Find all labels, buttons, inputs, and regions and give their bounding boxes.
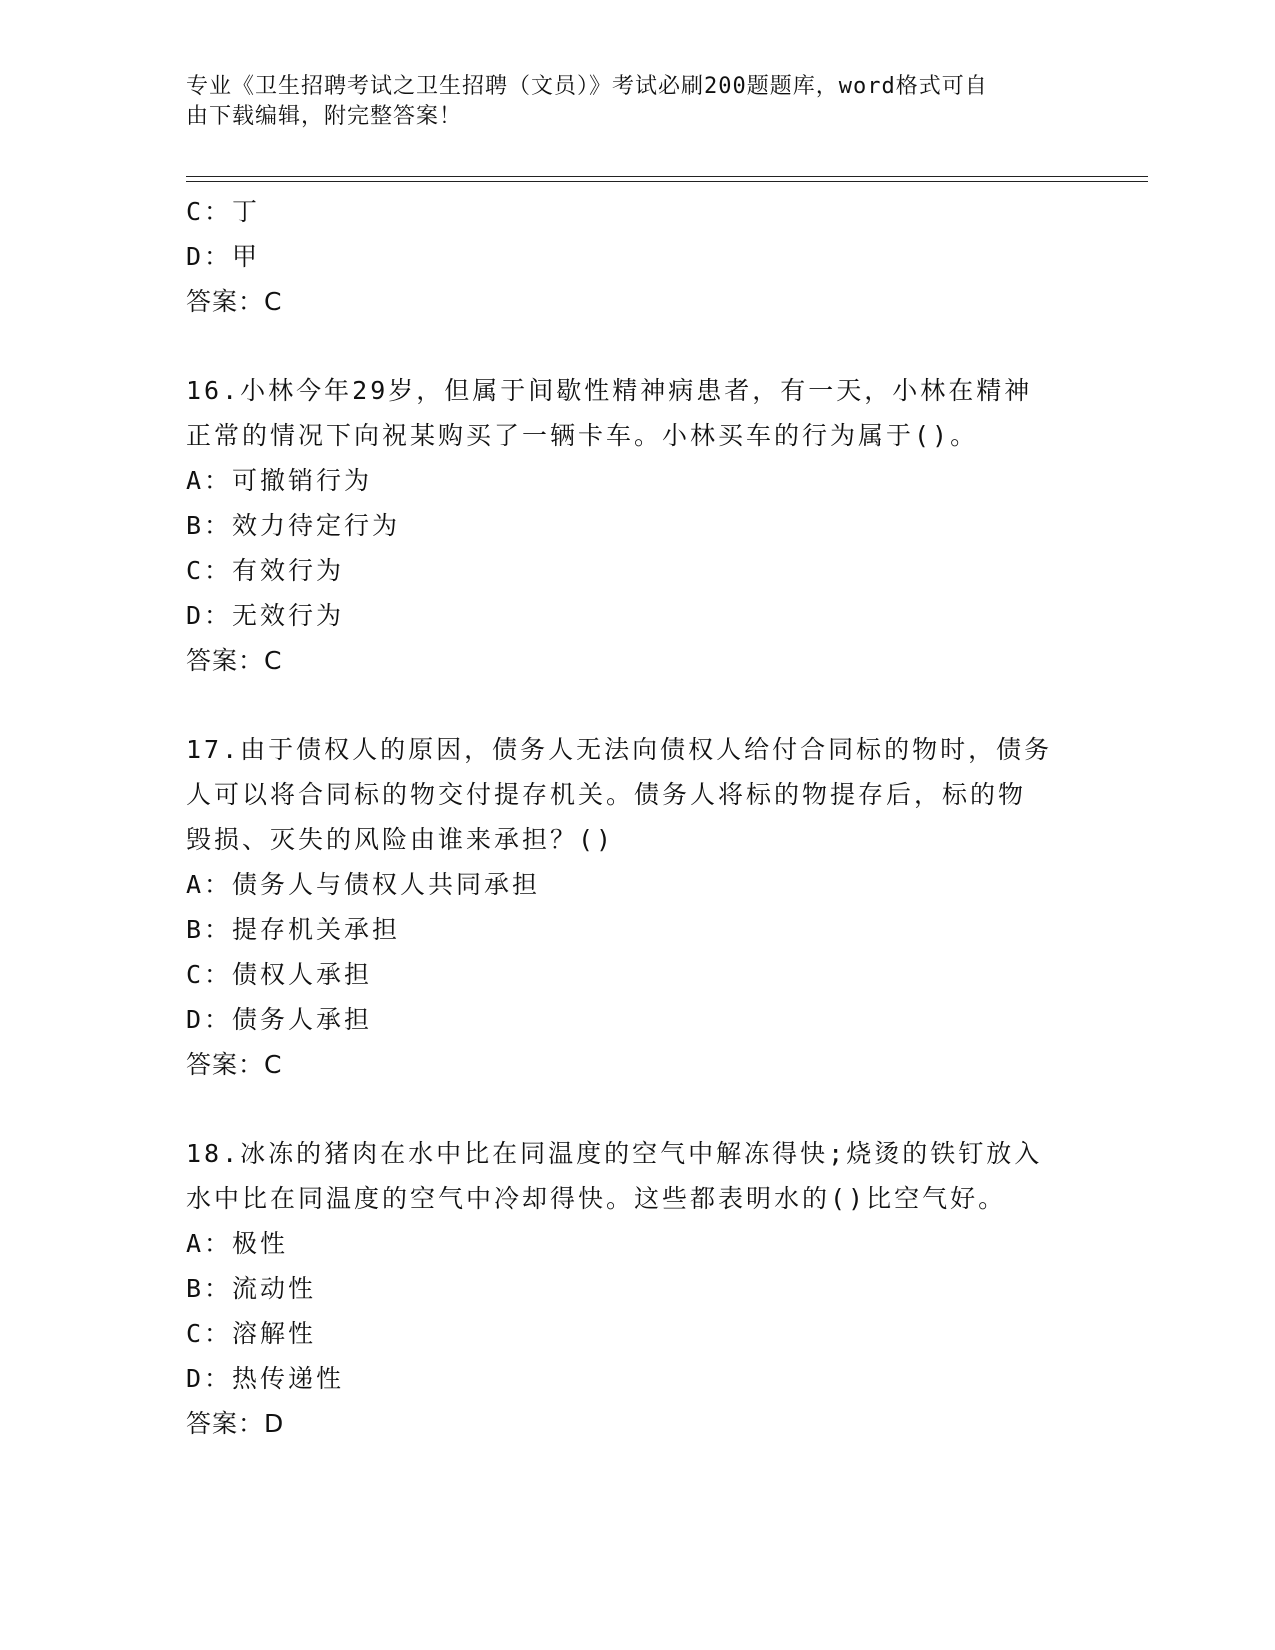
answer: 答案：C [186,1050,283,1079]
question-17 [186,727,1086,1087]
option-d: D：热传递性 [186,1364,345,1393]
prev-option-c: C：丁 [186,197,261,226]
option-c: C：债权人承担 [186,960,373,989]
question-text-line: 正常的情况下向祝某购买了一辆卡车。小林买车的行为属于()。 [186,421,979,450]
option-b: B：流动性 [186,1274,317,1303]
question-text-line: 毁损、灭失的风险由谁来承担？() [186,825,615,854]
prev-answer: 答案：C [186,287,283,316]
header-divider-top [186,176,1148,177]
document-body [186,189,1086,1446]
answer: 答案：C [186,646,283,675]
question-16 [186,368,1086,683]
question-text-line: 17.由于债权人的原因，债务人无法向债权人给付合同标的物时，债务 [186,735,1053,764]
question-text-line: 水中比在同温度的空气中冷却得快。这些都表明水的()比空气好。 [186,1184,1007,1213]
question-text-line: 18.冰冻的猪肉在水中比在同温度的空气中解冻得快;烧烫的铁钉放入 [186,1139,1043,1168]
document-header [186,72,1086,132]
header-line-1: 专业《卫生招聘考试之卫生招聘（文员）》考试必刷200题题库，word格式可自 [186,74,988,99]
question-18 [186,1131,1086,1446]
option-a: A：债务人与债权人共同承担 [186,870,541,899]
option-a: A：可撤销行为 [186,466,373,495]
option-c: C：有效行为 [186,556,345,585]
prev-option-d: D：甲 [186,242,261,271]
header-line-2: 由下载编辑，附完整答案！ [186,104,463,129]
option-b: B：提存机关承担 [186,915,401,944]
option-a: A：极性 [186,1229,289,1258]
header-divider-bottom [186,181,1148,182]
option-c: C：溶解性 [186,1319,317,1348]
option-d: D：无效行为 [186,601,345,630]
question-text-line: 16.小林今年29岁，但属于间歇性精神病患者，有一天，小林在精神 [186,376,1033,405]
option-b: B：效力待定行为 [186,511,401,540]
question-text-line: 人可以将合同标的物交付提存机关。债务人将标的物提存后，标的物 [186,780,1027,809]
answer: 答案：D [186,1409,285,1438]
option-d: D：债务人承担 [186,1005,373,1034]
